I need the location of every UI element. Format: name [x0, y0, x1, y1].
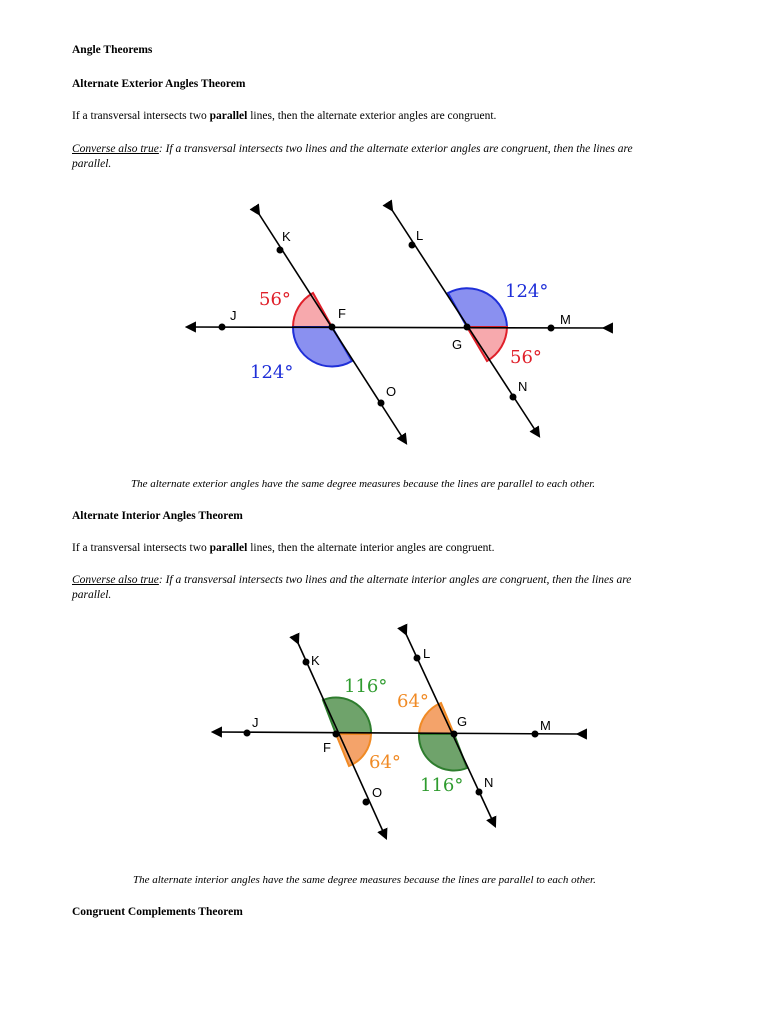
line-jm [213, 732, 578, 734]
angle-label-64-g: 64° [397, 691, 429, 712]
page-title: Angle Theorems [72, 44, 153, 56]
statement-text: If a transversal intersects two [72, 542, 210, 554]
converse-exterior-line2: parallel. [72, 158, 112, 170]
angle-label-116-g: 116° [420, 775, 464, 796]
statement-text: If a transversal intersects two [72, 110, 210, 122]
point-k [303, 659, 310, 666]
angle-sector-116-g [419, 734, 467, 771]
label-m: M [560, 312, 571, 327]
converse-label: Converse also true [72, 143, 159, 155]
angle-label-124-g: 124° [505, 281, 549, 302]
line-ko [298, 643, 386, 838]
converse-interior-line2: parallel. [72, 589, 112, 601]
label-m: M [540, 718, 551, 733]
label-f: F [338, 306, 346, 321]
section-heading-congruent-complements: Congruent Complements Theorem [72, 906, 243, 918]
label-l: L [416, 228, 424, 243]
label-g: G [452, 337, 463, 352]
section-heading-alternate-interior: Alternate Interior Angles Theorem [72, 510, 243, 522]
statement-bold-word: parallel [209, 542, 248, 554]
point-g [451, 731, 458, 738]
label-o: O [386, 384, 397, 399]
label-l: L [423, 646, 431, 661]
label-f: F [323, 740, 331, 755]
label-k: K [282, 229, 291, 244]
figure-caption-exterior: The alternate exterior angles have the same degree measures because the lines are parallel to each other. [131, 478, 596, 490]
label-n: N [518, 379, 528, 394]
label-n: N [484, 775, 494, 790]
point-o [363, 799, 370, 806]
point-n [476, 789, 483, 796]
section-heading-alternate-exterior: Alternate Exterior Angles Theorem [72, 78, 246, 90]
point-f [333, 731, 340, 738]
angle-label-64-f: 64° [369, 752, 401, 773]
label-k: K [311, 653, 320, 668]
point-m [532, 731, 539, 738]
label-g: G [457, 714, 468, 729]
statement-text: lines, then the alternate exterior angles are congruent. [247, 110, 497, 122]
statement-bold-word: parallel [209, 110, 248, 122]
statement-text: lines, then the alternate interior angles are congruent. [247, 542, 495, 554]
figure-caption-interior: The alternate interior angles have the same degree measures because the lines are parallel to each other. [133, 874, 596, 886]
label-j: J [252, 715, 259, 730]
label-o: O [372, 785, 383, 800]
converse-label: Converse also true [72, 574, 159, 586]
angle-label-116-f: 116° [344, 676, 388, 697]
point-l [414, 655, 421, 662]
converse-text: : If a transversal intersects two lines and the alternate interior angles are congruent, then the lines are [158, 574, 632, 586]
point-j [244, 730, 251, 737]
angle-label-124-f: 124° [250, 362, 294, 383]
label-j: J [230, 308, 237, 323]
converse-text: : If a transversal intersects two lines and the alternate exterior angles are congruent, then the lines are [158, 143, 633, 155]
angle-label-56-f: 56° [259, 289, 291, 310]
angle-label-56-g: 56° [510, 347, 542, 368]
